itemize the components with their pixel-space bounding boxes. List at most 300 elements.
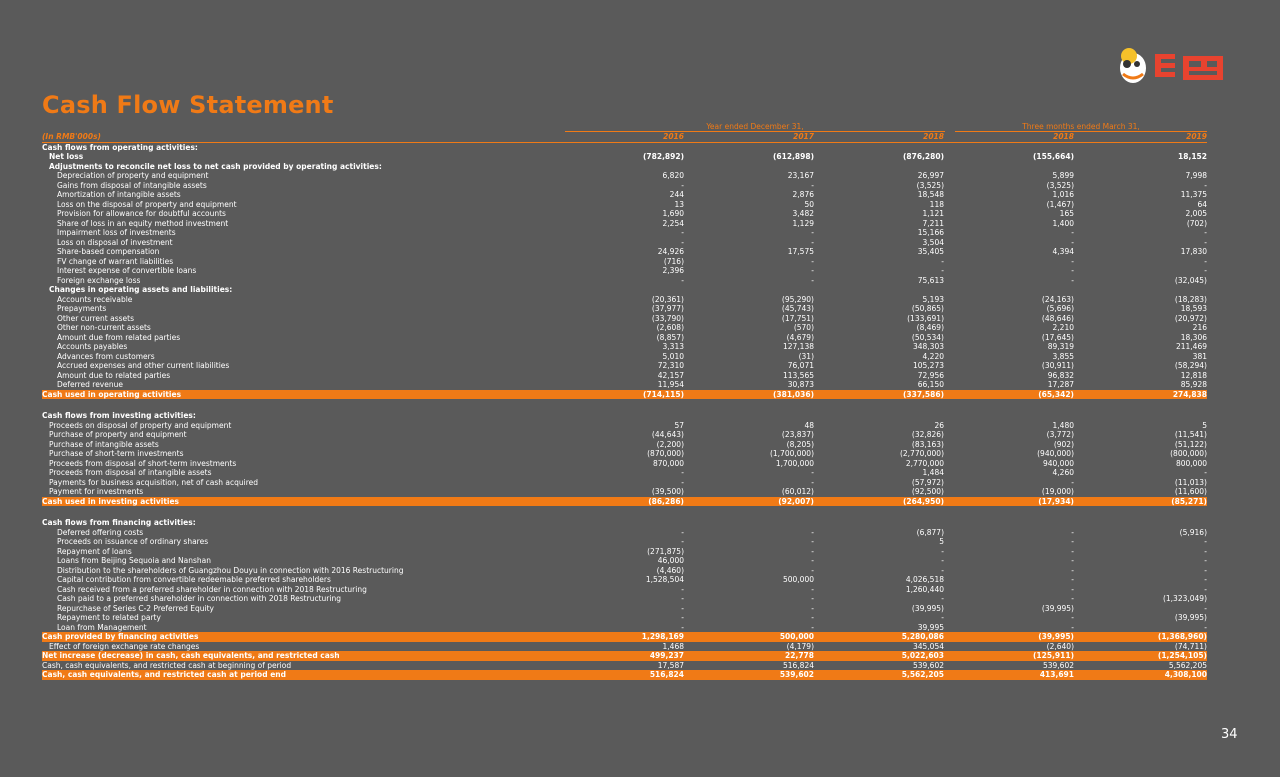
table-row <box>42 518 1207 528</box>
cell-value: 4,394 <box>1052 247 1074 256</box>
spacer-row <box>42 399 1207 411</box>
row-label: Net loss <box>49 152 84 161</box>
cell-value: 17,287 <box>1047 380 1074 389</box>
cell-value: (702) <box>1186 218 1207 228</box>
table-row <box>42 142 1207 152</box>
cell-value: (48,646) <box>1041 313 1074 323</box>
cell-value: - <box>941 256 944 266</box>
cell-value: - <box>1204 584 1207 594</box>
douyu-logo <box>1115 44 1235 88</box>
cell-value: 1,016 <box>1052 190 1074 199</box>
table-row <box>42 430 1207 440</box>
cell-value: - <box>811 603 814 613</box>
cell-value <box>1074 399 1207 411</box>
cell-value: - <box>681 468 684 477</box>
cell-value <box>944 285 1074 295</box>
row-label: Accounts payables <box>57 342 128 351</box>
table-row <box>42 333 1207 343</box>
cell-value: - <box>811 537 814 546</box>
cell-value: 17,587 <box>657 660 684 670</box>
table-row <box>42 575 1207 585</box>
cell-value: (44,643) <box>651 430 684 439</box>
table-row <box>42 285 1207 295</box>
cell-value: (876,280) <box>902 152 944 161</box>
page-title: Cash Flow Statement <box>42 91 334 119</box>
cell-value: 2,770,000 <box>905 458 944 468</box>
row-label: Changes in operating assets and liabilities: <box>49 285 233 294</box>
table-row <box>42 440 1207 450</box>
table-row <box>42 295 1207 305</box>
cell-value: (51,122) <box>1174 439 1207 449</box>
cell-value: (39,995) <box>1174 613 1207 622</box>
cell-value: - <box>941 266 944 275</box>
cell-value <box>684 518 814 528</box>
cell-value: 216 <box>1192 323 1207 332</box>
row-label: Share of loss in an equity method investment <box>57 218 229 228</box>
cell-value: 6,820 <box>662 171 684 180</box>
cell-value: (11,600) <box>1174 487 1207 496</box>
table-row <box>42 604 1207 614</box>
row-label: Capital contribution from convertible redeemable preferred shareholders <box>57 575 331 584</box>
cell-value: - <box>811 556 814 565</box>
cell-value: 940,000 <box>1042 458 1074 468</box>
cell-value: 23,167 <box>787 171 814 180</box>
cell-value <box>597 411 684 421</box>
cell-value: (95,290) <box>781 294 814 304</box>
cell-value: 2,254 <box>662 218 684 228</box>
cell-value: - <box>811 594 814 603</box>
cell-value: (92,500) <box>911 487 944 496</box>
cell-value: - <box>811 468 814 477</box>
cell-value: (133,691) <box>907 313 944 323</box>
table-row <box>42 623 1207 633</box>
cell-value: - <box>941 565 944 575</box>
col-header: 2016 <box>597 132 684 142</box>
cell-value: - <box>1071 584 1074 594</box>
row-label: Repayment to related party <box>57 613 161 622</box>
row-label: Repayment of loans <box>57 546 132 556</box>
table-header-row <box>42 132 1207 142</box>
row-label: Loan from Management <box>57 622 147 632</box>
cell-value: 1,121 <box>922 209 944 218</box>
cell-value: 2,876 <box>792 190 814 199</box>
cell-value: 5 <box>1202 420 1207 430</box>
cell-value <box>1074 142 1207 152</box>
cell-value: 22,778 <box>684 651 814 661</box>
cell-value: (31) <box>798 351 814 361</box>
table-row <box>42 411 1207 421</box>
cell-value: - <box>1204 546 1207 556</box>
total-row <box>42 497 1207 507</box>
cell-value: - <box>681 622 684 632</box>
table-row <box>42 594 1207 604</box>
cell-value: (45,743) <box>781 304 814 313</box>
cell-value: (2,640) <box>1046 641 1074 651</box>
table-row <box>42 566 1207 576</box>
cell-value: 12,818 <box>1180 370 1207 380</box>
cell-value: - <box>811 527 814 537</box>
cell-value: - <box>1204 228 1207 237</box>
table-row <box>42 449 1207 459</box>
cell-value: (6,877) <box>916 527 944 537</box>
row-label: Cash provided by financing activities <box>42 632 597 642</box>
cell-value: 165 <box>1059 209 1074 218</box>
cell-value: 66,150 <box>917 380 944 389</box>
row-label: Impairment loss of investments <box>57 228 176 237</box>
row-label: Adjustments to reconcile net loss to net cash provided by operating activities: <box>49 161 382 171</box>
cell-value <box>944 411 1074 421</box>
cell-value: (5,916) <box>1179 527 1207 537</box>
cell-value <box>597 142 684 152</box>
cell-value <box>814 411 944 421</box>
cell-value: - <box>681 537 684 546</box>
cell-value: (1,323,049) <box>1162 594 1207 603</box>
cell-value: (3,525) <box>1046 180 1074 190</box>
cell-value: (902) <box>1053 439 1074 449</box>
cell-value: - <box>811 546 814 556</box>
cell-value: - <box>681 180 684 190</box>
cell-value: (716) <box>663 256 684 266</box>
cell-value: (125,911) <box>944 651 1074 661</box>
cell-value: - <box>1071 556 1074 565</box>
cell-value: 18,593 <box>1180 304 1207 313</box>
row-label <box>42 399 597 411</box>
cell-value: (612,898) <box>772 152 814 161</box>
cell-value: - <box>1071 613 1074 622</box>
cell-value: 42,157 <box>657 370 684 380</box>
cell-value: (17,934) <box>944 497 1074 507</box>
total-row <box>42 670 1207 680</box>
cell-value: - <box>681 584 684 594</box>
row-label: Payments for business acquisition, net of cash acquired <box>49 477 259 487</box>
cell-value: (2,770,000) <box>899 449 944 458</box>
cell-value: 2,396 <box>662 266 684 275</box>
cell-value: (86,286) <box>597 497 684 507</box>
cell-value: 17,830 <box>1180 247 1207 256</box>
cell-value: 96,832 <box>1047 370 1074 380</box>
cell-value: 539,602 <box>684 670 814 680</box>
cell-value: (2,608) <box>656 323 684 332</box>
cell-value: - <box>1071 565 1074 575</box>
cell-value: (3,525) <box>916 180 944 190</box>
cell-value: 17,575 <box>787 247 814 256</box>
row-label: Net increase (decrease) in cash, cash equivalents, and restricted cash <box>42 651 597 661</box>
cell-value: - <box>811 477 814 487</box>
cell-value: 499,237 <box>597 651 684 661</box>
table-row <box>42 547 1207 557</box>
cell-value: - <box>811 228 814 237</box>
cell-value: (337,586) <box>814 390 944 400</box>
row-label: Loans from Beijing Sequoia and Nanshan <box>57 556 212 565</box>
cell-value: 1,468 <box>662 641 684 651</box>
cell-value: 500,000 <box>684 632 814 642</box>
cell-value <box>597 285 684 295</box>
cell-value: 89,319 <box>1047 342 1074 351</box>
row-label: Interest expense of convertible loans <box>57 266 197 275</box>
cell-value: 127,138 <box>782 342 814 351</box>
cell-value: 1,298,169 <box>597 632 684 642</box>
cell-value: 72,956 <box>917 370 944 380</box>
cell-value: (1,700,000) <box>769 449 814 458</box>
cell-value: (92,007) <box>684 497 814 507</box>
row-label: Depreciation of property and equipment <box>57 171 209 180</box>
cell-value: - <box>811 613 814 622</box>
table-row <box>42 342 1207 352</box>
cell-value <box>597 518 684 528</box>
cell-value: 13 <box>674 199 684 209</box>
cell-value: - <box>811 237 814 247</box>
row-label: Loss on the disposal of property and equipment <box>57 199 237 209</box>
total-row <box>42 651 1207 661</box>
cell-value: 15,166 <box>917 228 944 237</box>
cell-value: (32,045) <box>1174 275 1207 285</box>
cell-value: - <box>681 603 684 613</box>
row-label: Deferred offering costs <box>57 527 144 537</box>
cell-value: (39,995) <box>944 632 1074 642</box>
table-row <box>42 152 1207 162</box>
cell-value: (381,036) <box>684 390 814 400</box>
row-label: Cash paid to a preferred shareholder in connection with 2018 Restructuring <box>57 594 341 603</box>
row-label: FV change of warrant liabilities <box>57 256 174 266</box>
cell-value: - <box>941 556 944 565</box>
cell-value: 1,484 <box>922 468 944 477</box>
cell-value: 35,405 <box>917 247 944 256</box>
table-row <box>42 200 1207 210</box>
cell-value: - <box>1204 266 1207 275</box>
cell-value: 64 <box>1197 199 1207 209</box>
cell-value: (1,254,105) <box>1074 651 1207 661</box>
cell-value: 348,303 <box>912 342 944 351</box>
cell-value: 1,700,000 <box>775 458 814 468</box>
cell-value: (8,205) <box>786 439 814 449</box>
cell-value: (782,892) <box>642 152 684 161</box>
table-row <box>42 238 1207 248</box>
cell-value: (264,950) <box>814 497 944 507</box>
cell-value: (870,000) <box>647 449 684 458</box>
cell-value: (11,013) <box>1174 477 1207 487</box>
cell-value: (60,012) <box>781 487 814 496</box>
cell-value: 72,310 <box>657 361 684 370</box>
cell-value: 3,313 <box>662 342 684 351</box>
cell-value: (19,000) <box>1041 487 1074 496</box>
table-row <box>42 468 1207 478</box>
total-row <box>42 632 1207 642</box>
cell-value: 48 <box>804 420 814 430</box>
cell-value: 1,690 <box>662 209 684 218</box>
cell-value: 11,375 <box>1180 190 1207 199</box>
table-row <box>42 478 1207 488</box>
row-label: Share-based compensation <box>57 247 160 256</box>
cell-value: - <box>811 275 814 285</box>
cell-value: 5 <box>939 537 944 546</box>
table-row <box>42 228 1207 238</box>
cell-value: - <box>681 613 684 622</box>
cell-value: - <box>681 477 684 487</box>
cell-value: 539,602 <box>912 660 944 670</box>
cell-value: 30,873 <box>787 380 814 389</box>
cell-value: 539,602 <box>1042 660 1074 670</box>
cell-value: - <box>1204 603 1207 613</box>
row-label: Amount due to related parties <box>57 370 171 380</box>
cell-value: - <box>681 228 684 237</box>
table-row <box>42 556 1207 566</box>
cell-value: (33,790) <box>651 313 684 323</box>
cell-value: (940,000) <box>1037 449 1074 458</box>
cell-value <box>684 285 814 295</box>
cell-value: 2,210 <box>1052 323 1074 332</box>
cell-value: - <box>1204 180 1207 190</box>
cell-value: 46,000 <box>657 556 684 565</box>
row-label: Deferred revenue <box>57 380 123 389</box>
cell-value: 26 <box>934 420 944 430</box>
cell-value: 516,824 <box>597 670 684 680</box>
cell-value: 1,528,504 <box>645 575 684 584</box>
cell-value: 516,824 <box>782 660 814 670</box>
table-row <box>42 528 1207 538</box>
cell-value: 24,926 <box>657 247 684 256</box>
cell-value: 76,071 <box>787 361 814 370</box>
row-label: Payment for investments <box>49 487 144 496</box>
row-label: Provision for allowance for doubtful accounts <box>57 209 226 218</box>
cell-value: 1,260,440 <box>905 584 944 594</box>
cell-value <box>684 142 814 152</box>
cell-value: 5,562,205 <box>814 670 944 680</box>
cell-value: 113,565 <box>782 370 814 380</box>
cell-value: 3,504 <box>922 237 944 247</box>
spacer-row <box>42 506 1207 518</box>
col-header: 2017 <box>684 132 814 142</box>
cell-value: 3,855 <box>1052 351 1074 361</box>
cell-value <box>814 506 944 518</box>
cell-value: - <box>1071 546 1074 556</box>
cell-value <box>944 162 1074 172</box>
cell-value: (3,772) <box>1046 430 1074 439</box>
page-number: 34 <box>1221 727 1238 742</box>
cell-value: 274,838 <box>1074 390 1207 400</box>
cell-value: (4,179) <box>786 641 814 651</box>
cell-value: 4,026,518 <box>905 575 944 584</box>
cell-value: 345,054 <box>912 641 944 651</box>
cell-value: 5,280,086 <box>814 632 944 642</box>
cell-value: 4,220 <box>922 351 944 361</box>
cell-value: - <box>1204 237 1207 247</box>
cell-value: (39,995) <box>1041 603 1074 613</box>
cell-value: - <box>1204 575 1207 584</box>
cell-value: (1,467) <box>1046 199 1074 209</box>
row-label: Cash flows from operating activities: <box>42 142 198 152</box>
cell-value: (50,534) <box>911 332 944 342</box>
cell-value: (11,541) <box>1174 430 1207 439</box>
col-header: 2019 <box>1074 132 1207 142</box>
cell-value: (17,751) <box>781 313 814 323</box>
row-label: Effect of foreign exchange rate changes <box>49 641 200 651</box>
cell-value: - <box>811 622 814 632</box>
cell-value: 3,482 <box>792 209 814 218</box>
cell-value: 4,308,100 <box>1074 670 1207 680</box>
table-row <box>42 371 1207 381</box>
cell-value: (155,664) <box>1032 152 1074 161</box>
cell-value: - <box>1071 256 1074 266</box>
cell-value <box>1074 162 1207 172</box>
cell-value: 5,899 <box>1052 171 1074 180</box>
cell-value: (5,696) <box>1046 304 1074 313</box>
cell-value <box>1074 506 1207 518</box>
cell-value: 5,022,603 <box>814 651 944 661</box>
table-row <box>42 162 1207 172</box>
cell-value: - <box>941 546 944 556</box>
table-row <box>42 537 1207 547</box>
total-row <box>42 390 1207 400</box>
header-group-quarterly: Three months ended March 31, <box>1022 122 1140 131</box>
cell-value: - <box>1071 228 1074 237</box>
table-row <box>42 361 1207 371</box>
cell-value: 4,260 <box>1052 468 1074 477</box>
cell-value: 26,997 <box>917 171 944 180</box>
row-label: Other non-current assets <box>57 323 151 332</box>
cash-flow-table <box>42 132 1207 680</box>
row-label: Cash, cash equivalents, and restricted cash at beginning of period <box>42 660 292 670</box>
row-label: Distribution to the shareholders of Guangzhou Douyu in connection with 2016 Restructuring <box>57 565 404 575</box>
cell-value: 50 <box>804 199 814 209</box>
table-row <box>42 314 1207 324</box>
row-label: Proceeds on issuance of ordinary shares <box>57 537 209 546</box>
cell-value: 870,000 <box>652 458 684 468</box>
cell-value: - <box>1204 556 1207 565</box>
cell-value: 800,000 <box>1175 458 1207 468</box>
cell-value <box>1074 285 1207 295</box>
cell-value: - <box>1071 527 1074 537</box>
cell-value: - <box>1071 537 1074 546</box>
table-row <box>42 219 1207 229</box>
cell-value: (50,865) <box>911 304 944 313</box>
row-label: Loss on disposal of investment <box>57 237 173 247</box>
cell-value: 118 <box>929 199 944 209</box>
cell-value: (4,460) <box>656 565 684 575</box>
cell-value: - <box>1204 256 1207 266</box>
cell-value: - <box>681 527 684 537</box>
row-label <box>42 506 597 518</box>
cell-value: - <box>1071 275 1074 285</box>
cell-value: - <box>1204 565 1207 575</box>
cell-value: 57 <box>674 420 684 430</box>
cell-value <box>944 142 1074 152</box>
cell-value <box>814 399 944 411</box>
row-label: Proceeds from disposal of short-term investments <box>49 458 237 468</box>
cell-value: 75,613 <box>917 275 944 285</box>
cell-value: (39,500) <box>651 487 684 496</box>
cell-value <box>944 518 1074 528</box>
cell-value: - <box>811 584 814 594</box>
row-label: Foreign exchange loss <box>57 275 141 285</box>
table-row <box>42 323 1207 333</box>
unit-label: (In RMB'000s) <box>42 132 597 142</box>
table-row <box>42 276 1207 286</box>
cell-value: 1,129 <box>792 218 814 228</box>
cell-value: 244 <box>669 190 684 199</box>
table-row <box>42 209 1207 219</box>
table-row <box>42 190 1207 200</box>
cell-value: (65,342) <box>944 390 1074 400</box>
cell-value: 7,998 <box>1185 171 1207 180</box>
cell-value: - <box>1204 468 1207 477</box>
cell-value: (1,368,960) <box>1074 632 1207 642</box>
cell-value: (20,361) <box>651 294 684 304</box>
cell-value <box>814 162 944 172</box>
cell-value: - <box>1071 266 1074 275</box>
cell-value: - <box>1204 622 1207 632</box>
cell-value: - <box>811 180 814 190</box>
cell-value: - <box>1071 237 1074 247</box>
